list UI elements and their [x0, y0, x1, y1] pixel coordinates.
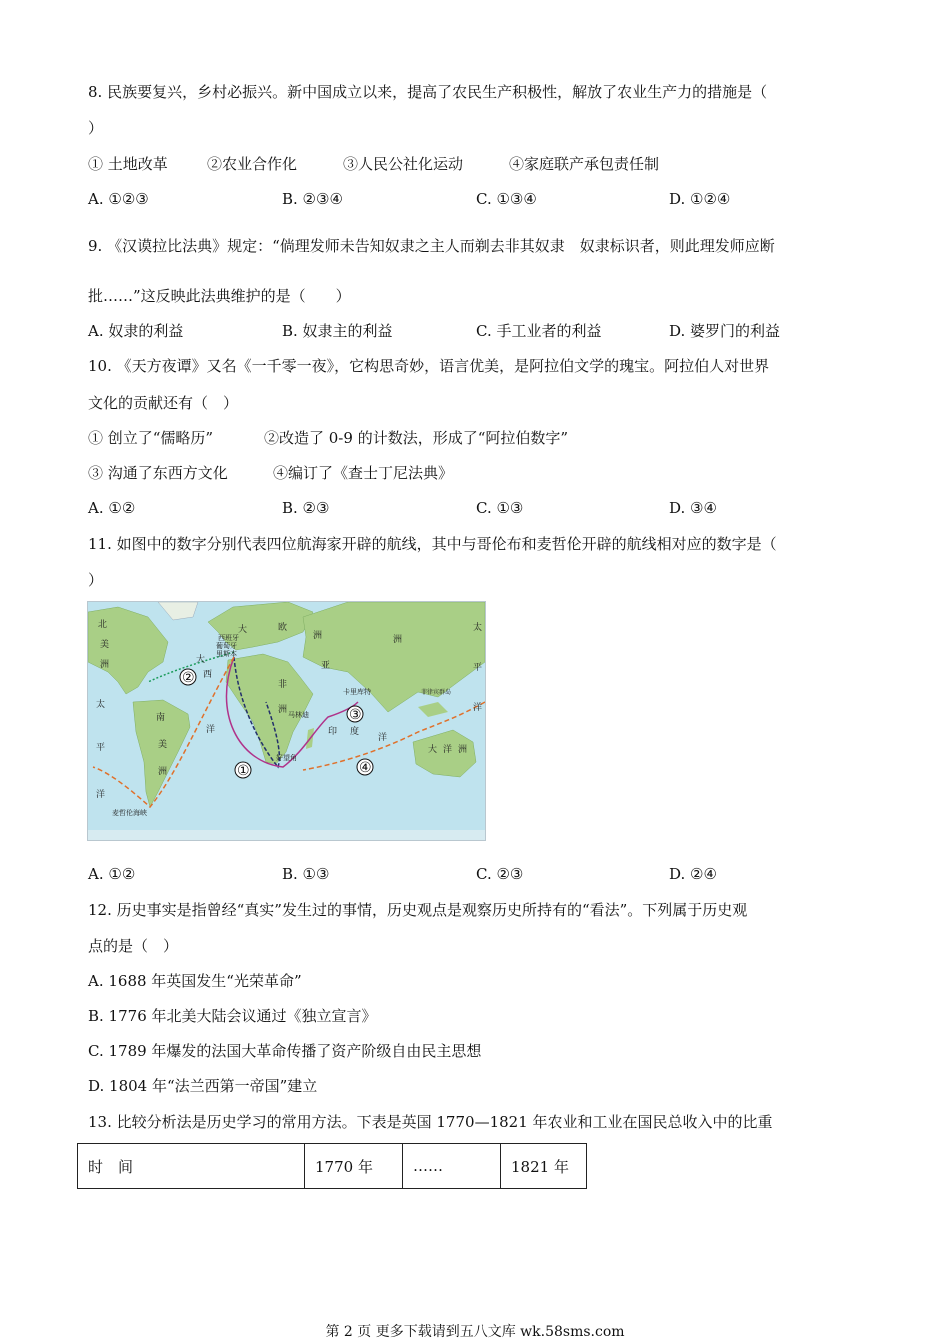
table-header-1770: 1770 年: [305, 1144, 403, 1189]
label-putaoya: 葡萄牙: [216, 642, 237, 650]
label-nan: 南: [156, 713, 166, 723]
navigation-routes-map: [87, 601, 486, 841]
label-malindi: 马林迪: [288, 711, 309, 719]
label-zhou4: 洲: [278, 705, 288, 715]
q10-item-3: ③ 沟通了东西方文化: [88, 464, 228, 482]
q9-option-b: B. 奴隶主的利益: [282, 322, 393, 340]
label-du: 度: [350, 727, 360, 737]
label-yang2: 洋: [96, 790, 106, 800]
page-footer: 第 2 页 更多下载请到五八文库 wk.58sms.com: [325, 1324, 625, 1340]
q11-option-c: C. ②③: [476, 865, 524, 883]
q12-option-b: B. 1776 年北美大陆会议通过《独立宣言》: [88, 1007, 377, 1025]
q8-stem-line1: 8. 民族要复兴，乡村必振兴。新中国成立以来，提高了农民生产积极性，解放了农业生产力的措施是（: [88, 83, 768, 101]
label-dayangzhou-yang: 洋: [443, 745, 453, 755]
label-kalikete: 卡里库特: [343, 688, 371, 696]
q11-option-d: D. ②④: [669, 865, 717, 883]
q8-item-2: ②农业合作化: [207, 155, 298, 173]
label-da2: 大: [196, 655, 206, 665]
label-yang1: 洋: [473, 703, 483, 713]
q11-option-a: A. ①②: [88, 865, 136, 883]
label-bei: 北: [98, 620, 108, 630]
label-xibanya: 西班牙: [218, 634, 239, 642]
label-yang3: 洋: [206, 725, 216, 735]
label-ya: 亚: [321, 661, 331, 671]
label-mei2: 美: [158, 740, 168, 750]
q10-option-b: B. ②③: [282, 499, 330, 517]
q12-stem-line2: 点的是（ ）: [88, 937, 179, 955]
label-tai2: 太: [96, 700, 106, 710]
label-zhou5: 洲: [158, 767, 168, 777]
table-header-1821: 1821 年: [501, 1144, 587, 1189]
q10-item-1: ① 创立了“儒略历”: [88, 429, 214, 447]
q8-option-b: B. ②③④: [282, 190, 343, 208]
q13-table: [77, 1143, 587, 1189]
q10-option-c: C. ①③: [476, 499, 524, 517]
label-dayangzhou-da: 大: [428, 745, 438, 755]
label-xi1: 西: [203, 670, 213, 680]
q12-stem-line1: 12. 历史事实是指曾经“真实”发生过的事情，历史观点是观察历史所持有的“看法”。下列属于历史观: [88, 901, 748, 919]
map-svg: [88, 602, 485, 840]
q8-stem-line2: ）: [88, 119, 104, 137]
q8-item-3: ③人民公社化运动: [343, 155, 464, 173]
q13-stem: 13. 比较分析法是历史学习的常用方法。下表是英国 1770—1821 年农业和工业在国民总收入中的比重: [88, 1113, 773, 1131]
q8-option-a: A. ①②③: [88, 190, 149, 208]
q8-option-c: C. ①③④: [476, 190, 537, 208]
q8-item-4: ④家庭联产承包责任制: [509, 155, 660, 173]
q10-stem-line2: 文化的贡献还有（ ）: [88, 394, 239, 412]
label-zhou2: 洲: [100, 660, 110, 670]
q12-option-c: C. 1789 年爆发的法国大革命传播了资产阶级自由民主思想: [88, 1042, 482, 1060]
label-yin: 印: [328, 727, 338, 737]
q8-item-1: ① 土地改革: [88, 155, 168, 173]
q11-stem-line1: 11. 如图中的数字分别代表四位航海家开辟的航线，其中与哥伦布和麦哲伦开辟的航线相对应的数字是（: [88, 535, 777, 553]
q9-stem-line1: 9. 《汉谟拉比法典》规定：“倘理发师未告知奴隶之主人而剃去非其奴隶 奴隶标识者，则此理发师应断: [88, 237, 775, 255]
q8-option-d: D. ①②④: [669, 190, 731, 208]
label-zhou1: 洲: [313, 631, 323, 641]
route-number-3: ③: [349, 707, 362, 723]
q9-option-a: A. 奴隶的利益: [88, 322, 184, 340]
label-ping2: 平: [96, 743, 106, 753]
label-tai1: 太: [473, 623, 483, 633]
q9-option-c: C. 手工业者的利益: [476, 322, 602, 340]
label-mei1: 美: [100, 640, 110, 650]
label-zhou3: 洲: [393, 635, 403, 645]
label-haowangjiao: 好望角: [276, 754, 297, 762]
route-number-2: ②: [182, 670, 195, 686]
q12-option-a: A. 1688 年英国发生“光荣革命”: [88, 972, 302, 990]
table-header-time: 时 间: [78, 1144, 305, 1189]
q11-stem-line2: ）: [88, 571, 104, 589]
label-feilvbin: 菲律宾群岛: [421, 689, 452, 696]
q12-option-d: D. 1804 年“法兰西第一帝国”建立: [88, 1077, 318, 1095]
q11-option-b: B. ①③: [282, 865, 330, 883]
label-ping1: 平: [473, 663, 483, 673]
southern-edge: [88, 830, 485, 840]
label-dayangzhou-zhou: 洲: [458, 745, 468, 755]
q10-option-a: A. ①②: [88, 499, 136, 517]
q10-item-2: ②改造了 0-9 的计数法，形成了“阿拉伯数字”: [264, 429, 569, 447]
label-ou: 欧: [278, 623, 288, 633]
route-number-1: ①: [237, 763, 250, 779]
q10-stem-line1: 10. 《天方夜谭》又名《一千零一夜》，它构思奇妙，语言优美，是阿拉伯文学的瑰宝。阿拉伯人对世界: [88, 357, 770, 375]
q9-option-d: D. 婆罗门的利益: [669, 322, 781, 340]
label-lisiben: 里斯本: [216, 650, 237, 658]
label-maizhelun: 麦哲伦海峡: [112, 809, 147, 817]
q10-option-d: D. ③④: [669, 499, 717, 517]
label-da1: 大: [238, 625, 248, 635]
q10-item-4: ④编订了《查士丁尼法典》: [273, 464, 454, 482]
q9-stem-line2: 批……”这反映此法典维护的是（ ）: [88, 287, 351, 305]
route-number-4: ④: [359, 760, 372, 776]
label-fei: 非: [278, 680, 288, 690]
table-row: [78, 1144, 587, 1189]
table-header-ellipsis: ……: [403, 1144, 501, 1189]
label-yang4: 洋: [378, 733, 388, 743]
